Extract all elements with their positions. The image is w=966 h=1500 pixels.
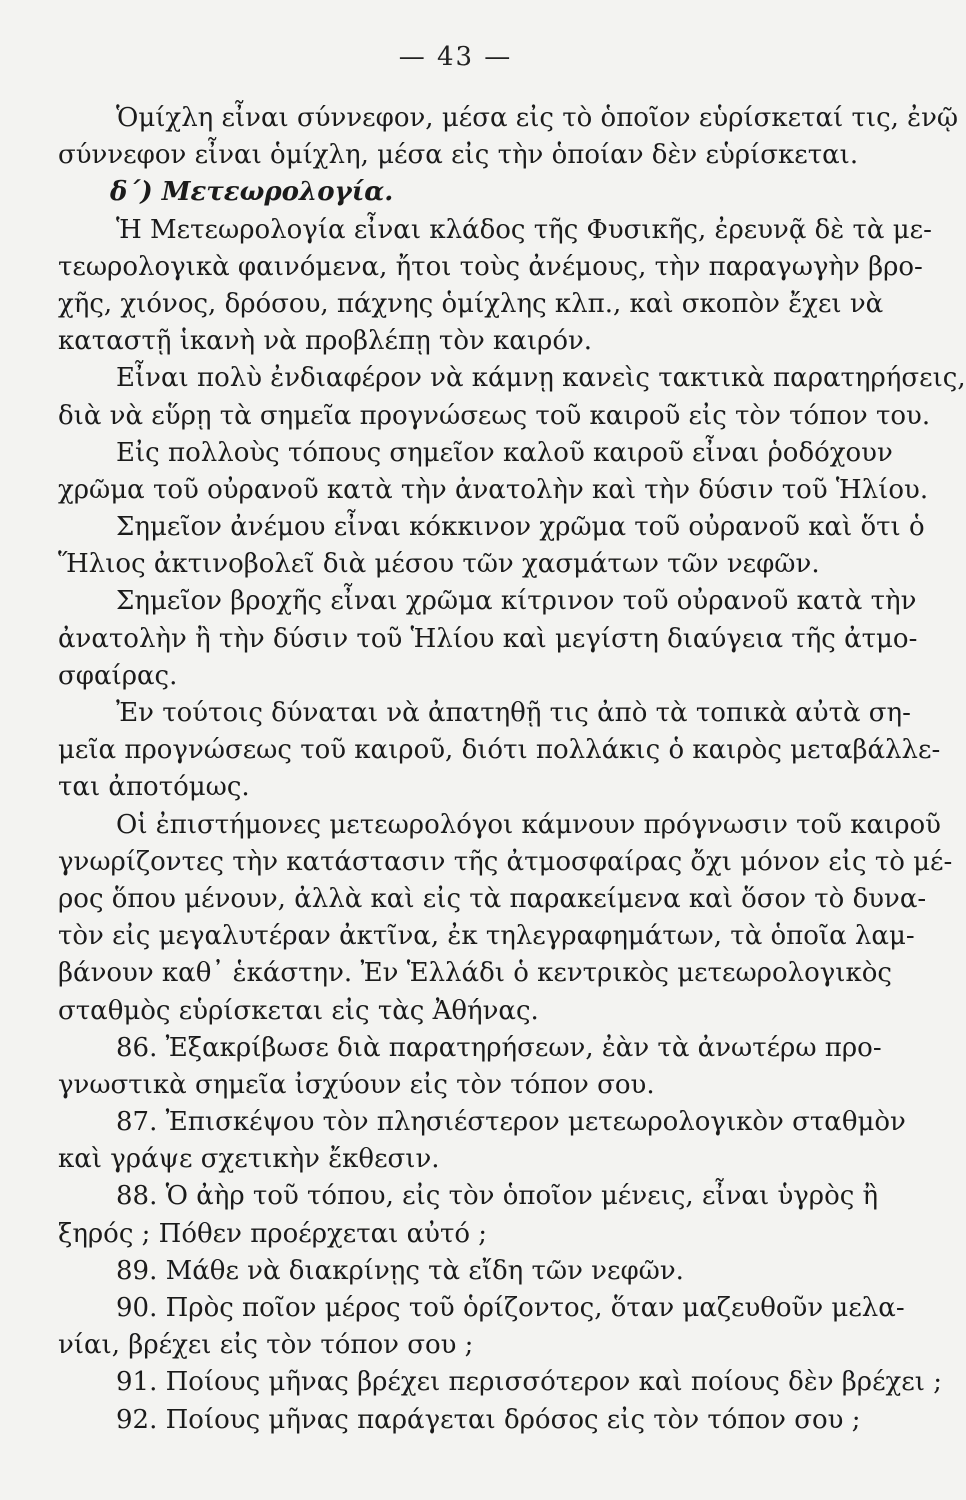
text-line: ται ἀποτόμως. (58, 772, 250, 803)
exercise-item: 89. Μάθε νὰ διακρίνῃς τὰ εἴδη τῶν νεφῶν. (116, 1255, 684, 1286)
text-line: Οἱ ἐπιστήμονες μετεωρολόγοι κάμνουν πρόγνωσιν τοῦ καιροῦ (116, 809, 941, 840)
exercise-item: 88. Ὁ ἀὴρ τοῦ τόπου, εἰς τὸν ὁποῖον μένεις, εἶναι ὑγρὸς ἢ (116, 1181, 879, 1212)
text-line: σφαίρας. (58, 660, 178, 691)
exercise-item: 86. Ἐξακρίβωσε διὰ παρατηρήσεων, ἐὰν τὰ ἀνωτέρω προ- (116, 1032, 882, 1063)
page-number: — 43 — (398, 42, 513, 72)
text-line: τὸν εἰς μεγαλυτέραν ἀκτῖνα, ἐκ τηλεγραφημάτων, τὰ ὁποῖα λαμ- (58, 921, 915, 952)
text-line: νίαι, βρέχει εἰς τὸν τόπον σου ; (58, 1330, 474, 1361)
text-line: γνωστικὰ σημεῖα ἰσχύουν εἰς τὸν τόπον σου. (58, 1069, 655, 1100)
text-line: βάνουν καθ᾽ ἑκάστην. Ἐν Ἑλλάδι ὁ κεντρικὸς μετεωρολογικὸς (58, 958, 892, 989)
exercise-item: 92. Ποίους μῆνας παράγεται δρόσος εἰς τὸν τόπον σου ; (116, 1404, 861, 1435)
text-line: σύννεφον εἶναι ὁμίχλη, μέσα εἰς τὴν ὁποίαν δὲν εὑρίσκεται. (58, 140, 859, 171)
section-heading: δ΄) Μετεωρολογία. (110, 177, 394, 208)
text-line: μεῖα προγνώσεως τοῦ καιροῦ, διότι πολλάκις ὁ καιρὸς μεταβάλλε- (58, 735, 941, 766)
text-line: ξηρός ; Πόθεν προέρχεται αὐτό ; (58, 1218, 488, 1249)
text-line: Ὁμίχλη εἶναι σύννεφον, μέσα εἰς τὸ ὁποῖον εὑρίσκεταί τις, ἐνῷ (116, 103, 959, 133)
text-line: ἀνατολὴν ἢ τὴν δύσιν τοῦ Ἡλίου καὶ μεγίστη διαύγεια τῆς ἀτμο- (58, 623, 918, 654)
body-text (58, 100, 966, 1439)
text-line: χῆς, χιόνος, δρόσου, πάχνης ὁμίχλης κλπ., καὶ σκοπὸν ἔχει νὰ (58, 288, 884, 319)
text-line: Σημεῖον βροχῆς εἶναι χρῶμα κίτρινον τοῦ οὐρανοῦ κατὰ τὴν (116, 586, 917, 617)
exercise-item: 87. Ἐπισκέψου τὸν πλησιέστερον μετεωρολογικὸν σταθμὸν (116, 1107, 906, 1138)
text-line: Ἐν τούτοις δύναται νὰ ἀπατηθῇ τις ἀπὸ τὰ τοπικὰ αὐτὰ ση- (116, 698, 911, 728)
text-line: Εἶναι πολὺ ἐνδιαφέρον νὰ κάμνῃ κανεὶς τακτικὰ παρατηρήσεις, (116, 363, 966, 394)
text-line: γνωρίζοντες τὴν κατάστασιν τῆς ἀτμοσφαίρας ὄχι μόνον εἰς τὸ μέ- (58, 846, 953, 877)
text-line: καὶ γράψε σχετικὴν ἔκθεσιν. (58, 1144, 440, 1175)
text-line: Ἡ Μετεωρολογία εἶναι κλάδος τῆς Φυσικῆς, ἐρευνᾷ δὲ τὰ με- (116, 214, 932, 245)
text-line: Εἰς πολλοὺς τόπους σημεῖον καλοῦ καιροῦ εἶναι ῥοδόχουν (116, 437, 893, 468)
text-line: ρος ὅπου μένουν, ἀλλὰ καὶ εἰς τὰ παρακείμενα καὶ ὅσον τὸ δυνα- (58, 883, 927, 914)
text-line: διὰ νὰ εὕρῃ τὰ σημεῖα προγνώσεως τοῦ καιροῦ εἰς τὸν τόπον του. (58, 400, 931, 431)
text-line: Ἥλιος ἀκτινοβολεῖ διὰ μέσου τῶν χασμάτων τῶν νεφῶν. (58, 549, 820, 580)
text-line: καταστῇ ἱκανὴ νὰ προβλέπῃ τὸν καιρόν. (58, 326, 593, 357)
text-line: Σημεῖον ἀνέμου εἶναι κόκκινον χρῶμα τοῦ οὐρανοῦ καὶ ὅτι ὁ (116, 512, 925, 543)
text-line: τεωρολογικὰ φαινόμενα, ἤτοι τοὺς ἀνέμους, τὴν παραγωγὴν βρο- (58, 251, 923, 282)
text-line: χρῶμα τοῦ οὐρανοῦ κατὰ τὴν ἀνατολὴν καὶ τὴν δύσιν τοῦ Ἡλίου. (58, 474, 929, 505)
exercise-item: 90. Πρὸς ποῖον μέρος τοῦ ὁρίζοντος, ὅταν μαζευθοῦν μελα- (116, 1293, 905, 1323)
exercise-item: 91. Ποίους μῆνας βρέχει περισσότερον καὶ ποίους δὲν βρέχει ; (116, 1367, 942, 1398)
text-line: σταθμὸς εὑρίσκεται εἰς τὰς Ἀθήνας. (58, 995, 539, 1026)
